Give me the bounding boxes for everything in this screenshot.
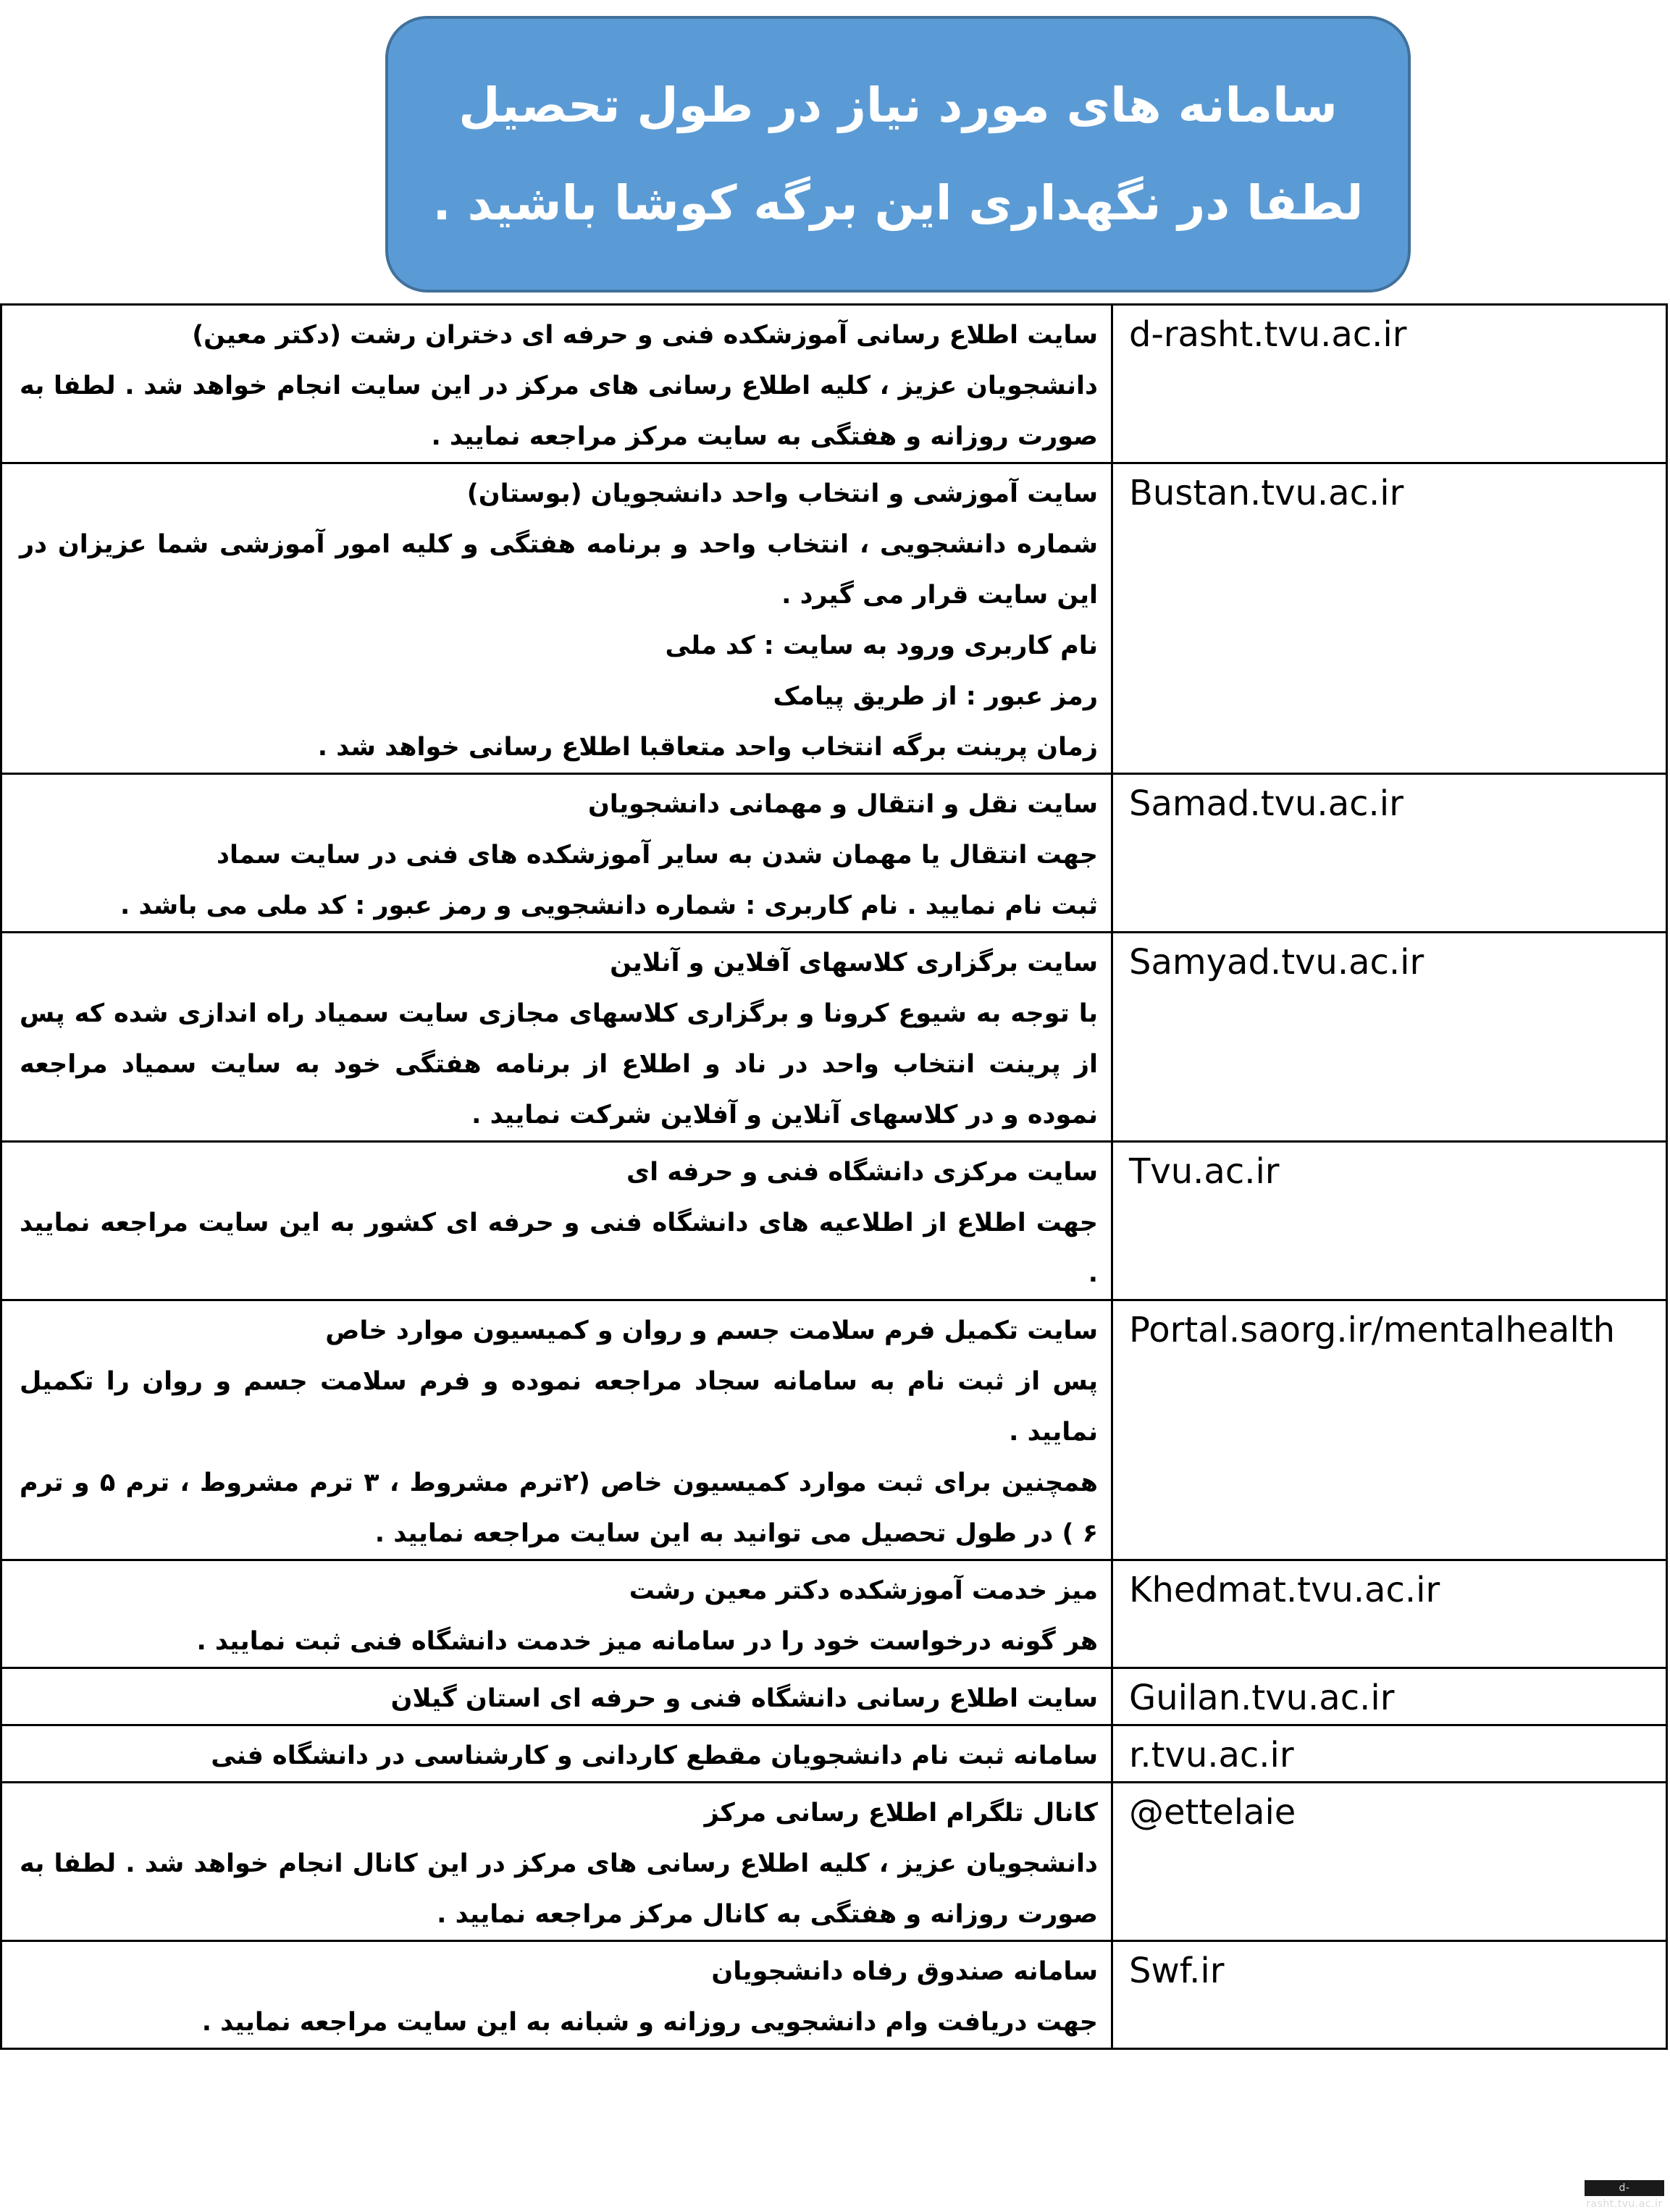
description-cell <box>1 1725 1112 1783</box>
table-row <box>1 1560 1667 1668</box>
site-address-link[interactable]: Samad.tvu.ac.ir <box>1129 783 1403 824</box>
table-row <box>1 1725 1667 1783</box>
site-address-link[interactable]: @ettelaie <box>1129 1792 1296 1833</box>
table-row <box>1 1941 1667 2049</box>
description-cell <box>1 1668 1112 1725</box>
service-description: همچنین برای ثبت موارد کمیسیون خاص (۲ترم مشروط ، ۳ ترم مشروط ، ترم ۵ و ترم ۶ ) در طول تحصیل می توانید به این سایت مراجعه نمایید . <box>20 1468 1098 1548</box>
url-cell <box>1112 463 1667 774</box>
service-title: کانال تلگرام اطلاع رسانی مرکز <box>704 1799 1098 1828</box>
url-cell <box>1112 1725 1667 1783</box>
description-cell <box>1 1142 1112 1300</box>
url-cell <box>1112 1783 1667 1941</box>
site-address-link[interactable]: Guilan.tvu.ac.ir <box>1129 1678 1395 1718</box>
sites-table <box>0 303 1668 2050</box>
site-address-link[interactable]: Portal.saorg.ir/mentalhealth <box>1129 1310 1616 1350</box>
service-title: سایت برگزاری کلاسهای آفلاین و آنلاین <box>610 949 1098 977</box>
site-address-link[interactable]: Samyad.tvu.ac.ir <box>1129 942 1424 983</box>
site-address-link[interactable]: Bustan.tvu.ac.ir <box>1129 473 1404 513</box>
description-cell <box>1 1560 1112 1668</box>
service-description: با توجه به شیوع کرونا و برگزاری کلاسهای مجازی سایت سمیاد راه اندازی شده که پس از پرینت انتخاب واحد در ناد و اطلاع از برنامه هفتگی خود به سایت سمیاد مراجعه نموده و در کلاسهای آنلاین و آفلاین شرکت نمایید . <box>20 999 1098 1130</box>
description-cell <box>1 305 1112 463</box>
url-cell <box>1112 305 1667 463</box>
table-row <box>1 933 1667 1142</box>
service-description: هر گونه درخواست خود را در سامانه میز خدمت دانشگاه فنی ثبت نمایید . <box>196 1627 1098 1656</box>
service-description: پس از ثبت نام به سامانه سجاد مراجعه نموده و فرم سلامت جسم و روان را تکمیل نمایید . <box>20 1367 1098 1447</box>
site-address-link[interactable]: Swf.ir <box>1129 1951 1225 1991</box>
site-address-link[interactable]: Khedmat.tvu.ac.ir <box>1129 1570 1440 1610</box>
header-banner <box>385 16 1411 293</box>
table-row <box>1 1668 1667 1725</box>
service-title: سامانه صندوق رفاه دانشجویان <box>711 1957 1098 1986</box>
service-description: جهت انتقال یا مهمان شدن به سایر آموزشکده های فنی در سایت سماد <box>217 841 1098 870</box>
description-cell <box>1 933 1112 1142</box>
service-title: سایت اطلاع رسانی آموزشکده فنی و حرفه ای دختران رشت (دکتر معین) <box>192 321 1098 350</box>
service-title: سایت مرکزی دانشگاه فنی و حرفه ای <box>626 1158 1098 1187</box>
table-row <box>1 1300 1667 1560</box>
service-title: سایت نقل و انتقال و مهمانی دانشجویان <box>587 790 1098 819</box>
table-row <box>1 305 1667 463</box>
header-subtitle: لطفا در نگهداری این برگه کوشا باشید . <box>432 175 1364 231</box>
service-title: سایت اطلاع رسانی دانشگاه فنی و حرفه ای استان گیلان <box>390 1684 1098 1713</box>
service-description: دانشجویان عزیز ، کلیه اطلاع رسانی های مرکز در این سایت انجام خواهد شد . لطفا به صورت روزانه و هفتگی به سایت مرکز مراجعه نمایید . <box>20 371 1098 451</box>
site-address-link[interactable]: d-rasht.tvu.ac.ir <box>1129 314 1407 355</box>
service-description: نام کاربری ورود به سایت : کد ملی <box>665 631 1098 660</box>
service-description: رمز عبور : از طریق پیامک <box>773 682 1098 711</box>
url-cell <box>1112 1560 1667 1668</box>
site-address-link[interactable]: Tvu.ac.ir <box>1129 1151 1280 1192</box>
url-cell <box>1112 1300 1667 1560</box>
table-row <box>1 774 1667 933</box>
footer-logo: d-rasht.tvu.ac.ir <box>1585 2180 1664 2196</box>
service-description: جهت دریافت وام دانشجویی روزانه و شبانه به این سایت مراجعه نمایید . <box>201 2008 1098 2037</box>
description-cell <box>1 1783 1112 1941</box>
service-title: سایت آموزشی و انتخاب واحد دانشجویان (بوستان) <box>466 479 1098 508</box>
service-title: میز خدمت آموزشکده دکتر معین رشت <box>629 1576 1098 1605</box>
url-cell <box>1112 933 1667 1142</box>
url-cell <box>1112 1668 1667 1725</box>
service-description: دانشجویان عزیز ، کلیه اطلاع رسانی های مرکز در این کانال انجام خواهد شد . لطفا به صورت روزانه و هفتگی به کانال مرکز مراجعه نمایید . <box>20 1849 1098 1929</box>
url-cell <box>1112 1142 1667 1300</box>
table-row <box>1 1142 1667 1300</box>
service-description: زمان پرینت برگه انتخاب واحد متعاقبا اطلاع رسانی خواهد شد . <box>317 733 1098 762</box>
service-description: جهت اطلاع از اطلاعیه های دانشگاه فنی و حرفه ای کشور به این سایت مراجعه نمایید . <box>20 1208 1098 1288</box>
description-cell <box>1 1941 1112 2049</box>
service-title: سامانه ثبت نام دانشجویان مقطع کاردانی و کارشناسی در دانشگاه فنی <box>211 1741 1098 1770</box>
description-cell <box>1 1300 1112 1560</box>
url-cell <box>1112 1941 1667 2049</box>
service-title: سایت تکمیل فرم سلامت جسم و روان و کمیسیون موارد خاص <box>325 1316 1098 1345</box>
service-description: شماره دانشجویی ، انتخاب واحد و برنامه هفتگی و کلیه امور آموزشی شما عزیزان در این سایت قرار می گیرد . <box>20 530 1098 610</box>
description-cell <box>1 463 1112 774</box>
service-description: ثبت نام نمایید . نام کاربری : شماره دانشجویی و رمز عبور : کد ملی می باشد . <box>120 891 1098 920</box>
url-cell <box>1112 774 1667 933</box>
table-row <box>1 1783 1667 1941</box>
header-title: سامانه های مورد نیاز در طول تحصیل <box>458 77 1338 133</box>
table-row <box>1 463 1667 774</box>
site-address-link[interactable]: r.tvu.ac.ir <box>1129 1735 1294 1775</box>
description-cell <box>1 774 1112 933</box>
